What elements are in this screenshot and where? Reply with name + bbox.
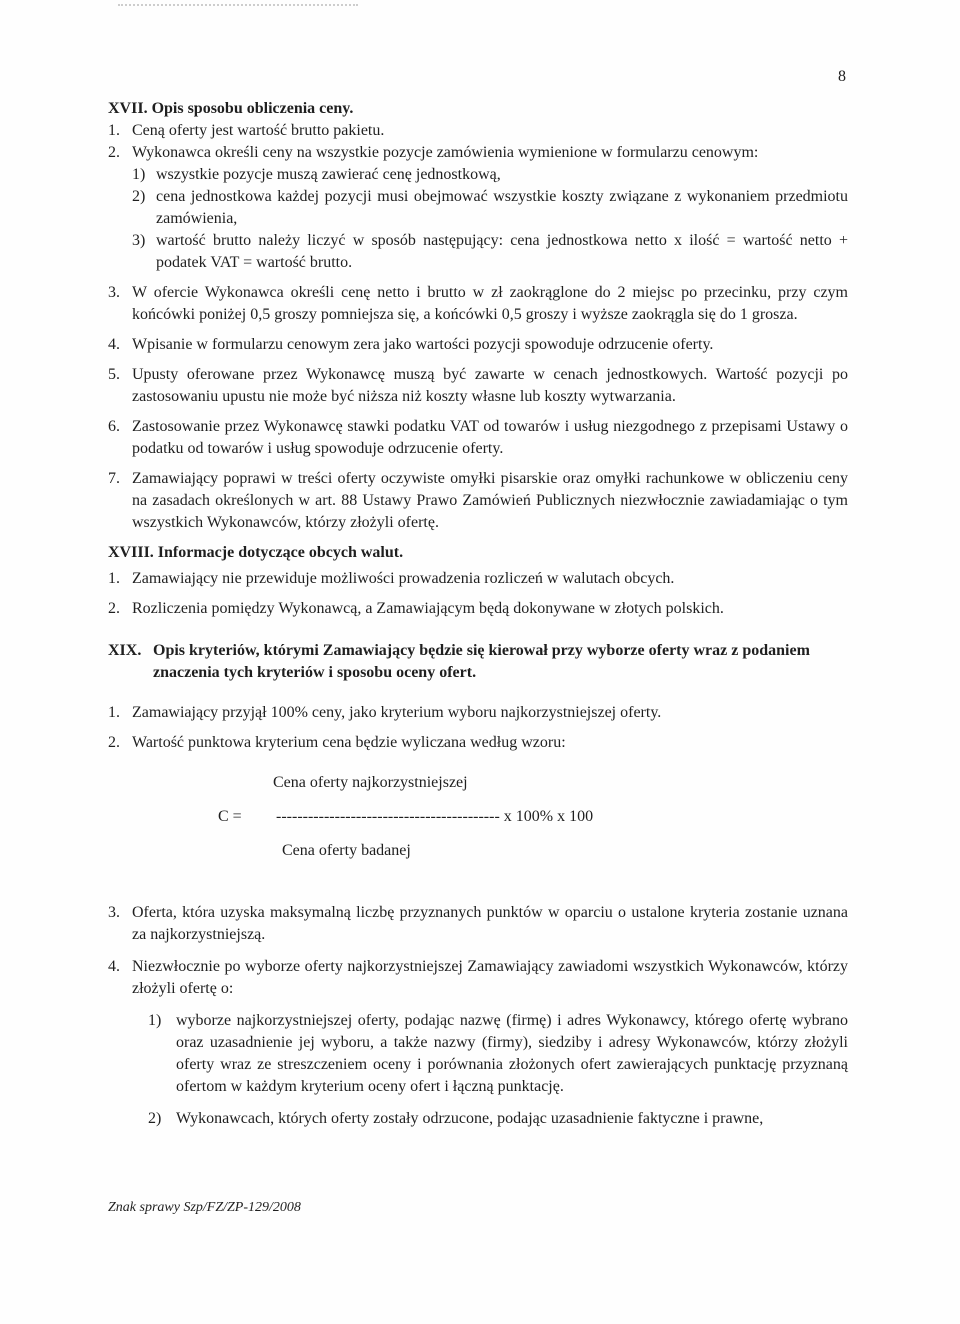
document-body [108, 98, 848, 1130]
sub-list-item: 3) wartość brutto należy liczyć w sposób następujący: cena jednostkowa netto x ilość = wartość netto + podatek VAT = wartość brutto. [132, 232, 848, 271]
list-item: 1. Zamawiający nie przewiduje możliwości prowadzenia rozliczeń w walutach obcych. [108, 570, 675, 587]
section-xviii-title: XVIII. Informacje dotyczące obcych walut. [108, 544, 404, 561]
list-item: 5. Upusty oferowane przez Wykonawcę muszą być zawarte w cenach jednostkowych. Wartość pozycji po zastosowaniu upustu nie może być niższa niż koszty własne lub koszty wytwarzania. [108, 366, 848, 405]
sub-list-item: 2) cena jednostkowa każdej pozycji musi obejmować wszystkie koszty związane z wykonaniem przedmiotu zamówienia, [132, 188, 848, 227]
price-formula [108, 772, 848, 882]
list-item: 2. Wartość punktowa kryterium cena będzie wyliczana według wzoru: [108, 734, 566, 751]
list-item: 4. Niezwłocznie po wyborze oferty najkorzystniejszej Zamawiający zawiadomi wszystkich Wykonawców, którzy złożyli ofertę o: [108, 958, 848, 997]
sub-list-item: 1) wszystkie pozycje muszą zawierać cenę jednostkową, [132, 166, 501, 183]
list-item: 7. Zamawiający poprawi w treści oferty oczywiste omyłki pisarskie oraz omyłki rachunkowe w obliczeniu ceny na zasadach określonych w art. 88 Ustawy Prawo Zamówień Publicznych niezwłocznie zawiadamiając o tym wszystkich Wykonawców, którzy złożyli ofertę. [108, 470, 848, 531]
section-xix-title: XIX. Opis kryteriów, którymi Zamawiający będzie się kierował przy wyborze oferty wraz z podaniem znaczenia tych kryteriów i sposobu oceny ofert. [108, 642, 810, 681]
list-item: 3. W ofercie Wykonawca określi cenę netto i brutto w zł zaokrąglone do 2 miejsc po przecinku, przy czym końcówki poniżej 0,5 groszy pomniejsza się, a końcówki 0,5 groszy i wyższe zaokrągla się do 1 grosza. [108, 284, 848, 323]
page-number: 8 [838, 68, 846, 85]
scan-artifact [118, 4, 358, 12]
sub-list-item: 1) wyborze najkorzystniejszej oferty, podając nazwę (firmę) i adres Wykonawcy, którego ofertę wybrano oraz uzasadnienie jej wyboru, a także nazwy (firmy), siedziby i adresy Wykonawców, którzy złożyli oferty wraz ze streszczeniem oceny i porównania złożonych ofert zawierających punktację przyznaną ofertom w każdym kryterium oceny ofert i łączną punktację. [148, 1012, 848, 1095]
list-item: 1. Ceną oferty jest wartość brutto pakietu. [108, 122, 385, 139]
list-item: 6. Zastosowanie przez Wykonawcę stawki podatku VAT od towarów i usług niezgodnego z przepisami Ustawy o podatku od towarów i usług spowoduje odrzucenie oferty. [108, 418, 848, 457]
formula-lhs: C = [218, 808, 242, 825]
section-xvii-title: XVII. Opis sposobu obliczenia ceny. [108, 100, 354, 117]
list-item: 1. Zamawiający przyjął 100% ceny, jako kryterium wyboru najkorzystniejszej oferty. [108, 704, 662, 721]
list-item: 2. Rozliczenia pomiędzy Wykonawcą, a Zamawiającym będą dokonywane w złotych polskich. [108, 600, 724, 617]
formula-fraction-line: ------------------------------------------ x 100% x 100 [276, 808, 594, 825]
list-item: 2. Wykonawca określi ceny na wszystkie pozycje zamówienia wymienione w formularzu cenowym: [108, 144, 759, 161]
formula-denominator: Cena oferty badanej [282, 842, 411, 859]
list-item: 4. Wpisanie w formularzu cenowym zera jako wartości pozycji spowoduje odrzucenie oferty. [108, 336, 714, 353]
sub-list-item: 2) Wykonawcach, których oferty zostały odrzucone, podając uzasadnienie faktyczne i prawne, [148, 1110, 764, 1127]
case-reference: Znak sprawy Szp/FZ/ZP-129/2008 [108, 1200, 301, 1215]
list-item: 3. Oferta, która uzyska maksymalną liczbę przyznanych punktów w oparciu o ustalone kryteria zostanie uznana za najkorzystniejszą. [108, 904, 848, 943]
formula-numerator: Cena oferty najkorzystniejszej [273, 774, 468, 791]
